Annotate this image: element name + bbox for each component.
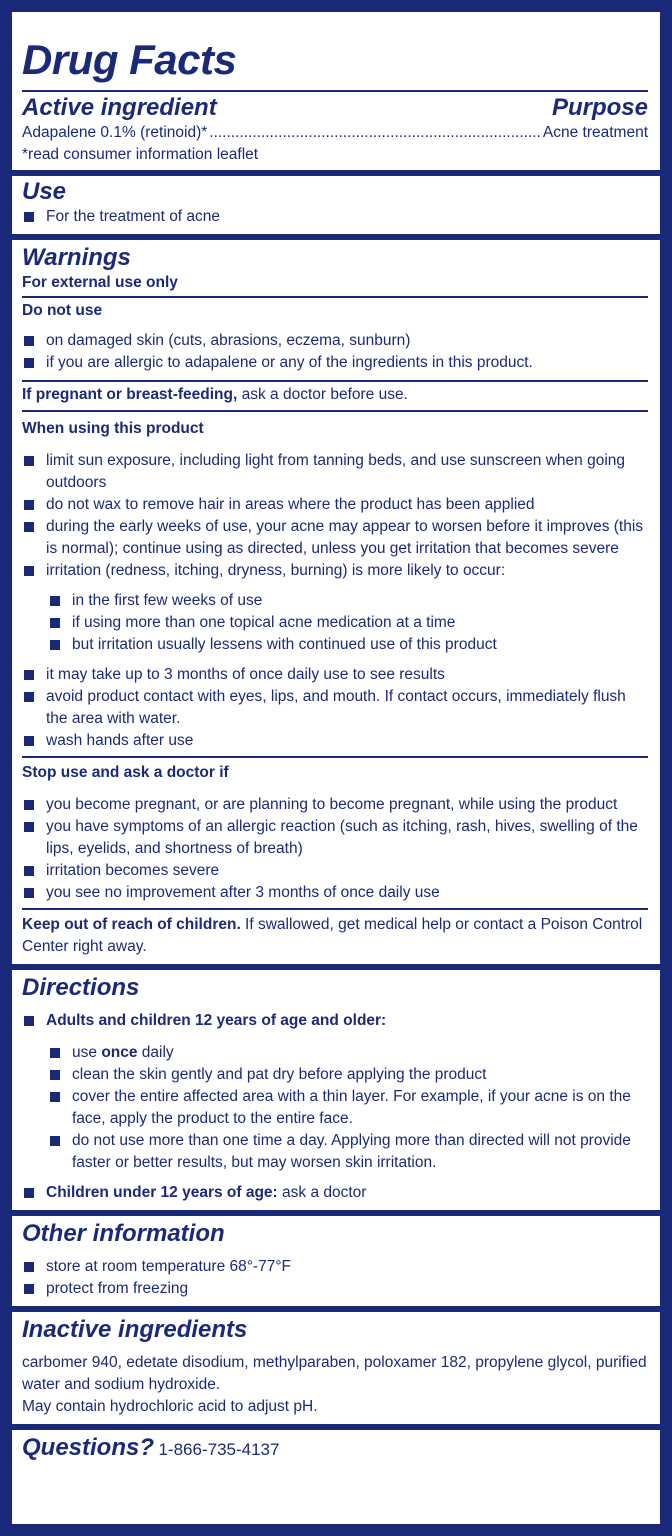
list-item: cover the entire affected area with a thin layer. For example, if your acne is on the face, apply the product to the entire face. bbox=[48, 1086, 648, 1130]
divider bbox=[22, 296, 648, 298]
divider bbox=[22, 908, 648, 910]
adults-item: Adults and children 12 years of age and older: bbox=[22, 1010, 648, 1032]
page-title: Drug Facts bbox=[22, 36, 237, 83]
section-bar bbox=[12, 170, 660, 176]
other-info-list bbox=[22, 1256, 648, 1300]
pregnant-warning bbox=[22, 384, 648, 406]
use-list bbox=[22, 206, 648, 228]
list-item: during the early weeks of use, your acne may appear to worsen before it improves (this is normal); continue using as directed, unless you get irritation that becomes severe bbox=[22, 516, 648, 560]
leader-dots bbox=[209, 122, 541, 144]
list-item: if using more than one topical acne medication at a time bbox=[48, 612, 648, 634]
list-item: clean the skin gently and pat dry before applying the product bbox=[48, 1064, 648, 1086]
list-item: do not wax to remove hair in areas where the product has been applied bbox=[22, 494, 648, 516]
other-info-heading: Other information bbox=[22, 1220, 225, 1247]
section-bar bbox=[12, 1424, 660, 1430]
list-item: but irritation usually lessens with continued use of this product bbox=[48, 634, 648, 656]
section-bar bbox=[12, 1210, 660, 1216]
active-header-row bbox=[22, 94, 648, 122]
section-bar bbox=[12, 1306, 660, 1312]
list-item: you see no improvement after 3 months of once daily use bbox=[22, 882, 648, 904]
pregnant-text: ask a doctor before use. bbox=[237, 386, 408, 403]
inactive-note: May contain hydrochloric acid to adjust pH. bbox=[22, 1398, 318, 1415]
questions-phone: 1-866-735-4137 bbox=[158, 1440, 280, 1459]
directions-sub-list bbox=[22, 1042, 648, 1174]
directions-heading: Directions bbox=[22, 974, 140, 1001]
do-not-use-heading: Do not use bbox=[22, 302, 103, 319]
questions-row bbox=[22, 1434, 648, 1462]
active-ingredient-name: Adapalene 0.1% (retinoid)* bbox=[22, 124, 208, 141]
directions-list bbox=[22, 1010, 648, 1032]
children-list bbox=[22, 1182, 648, 1204]
list-item: you have symptoms of an allergic reaction (such as itching, rash, hives, swelling of the lips, eyelids, and shortness of breath) bbox=[22, 816, 648, 860]
keep-out-lead: Keep out of reach of children. bbox=[22, 916, 241, 933]
purpose-heading: Purpose bbox=[551, 94, 648, 121]
keep-out-text: If swallowed, get medical help or contact a Poison Control Center right away. bbox=[22, 916, 643, 955]
divider bbox=[22, 756, 648, 758]
section-bar bbox=[12, 234, 660, 240]
list-item: For the treatment of acne bbox=[22, 206, 648, 228]
warnings-heading: Warnings bbox=[22, 244, 131, 271]
inactive-text: carbomer 940, edetate disodium, methylparaben, poloxamer 182, propylene glycol, purified water and sodium hydroxide. bbox=[22, 1354, 647, 1393]
list-item: if you are allergic to adapalene or any of the ingredients in this product. bbox=[22, 352, 648, 374]
when-using-list bbox=[22, 450, 648, 582]
drug-facts-panel bbox=[12, 12, 660, 1524]
active-ingredient-purpose: Acne treatment bbox=[542, 124, 648, 141]
use-heading: Use bbox=[22, 178, 67, 205]
list-item: irritation becomes severe bbox=[22, 860, 648, 882]
active-footnote: *read consumer information leaflet bbox=[22, 146, 259, 163]
list-item: avoid product contact with eyes, lips, and mouth. If contact occurs, immediately flush the area with water. bbox=[22, 686, 648, 730]
list-item: it may take up to 3 months of once daily use to see results bbox=[22, 664, 648, 686]
irritation-sub-list bbox=[22, 590, 648, 656]
list-item: wash hands after use bbox=[22, 730, 648, 752]
section-bar bbox=[12, 964, 660, 970]
list-item: store at room temperature 68°-77°F bbox=[22, 1256, 648, 1278]
list-item: protect from freezing bbox=[22, 1278, 648, 1300]
list-item: do not use more than one time a day. Applying more than directed will not provide faster or better results, but may worsen skin irritation. bbox=[48, 1130, 648, 1174]
external-use-text: For external use only bbox=[22, 274, 178, 291]
active-ingredient-row bbox=[22, 122, 648, 144]
pregnant-lead: If pregnant or breast-feeding, bbox=[22, 386, 238, 403]
list-item: on damaged skin (cuts, abrasions, eczema, sunburn) bbox=[22, 330, 648, 352]
children-item: Children under 12 years of age: ask a doctor bbox=[22, 1182, 648, 1204]
list-item: limit sun exposure, including light from tanning beds, and use sunscreen when going outdoors bbox=[22, 450, 648, 494]
list-item: use once daily bbox=[48, 1042, 648, 1064]
questions-heading: Questions? bbox=[22, 1434, 155, 1461]
when-using-heading: When using this product bbox=[22, 420, 204, 437]
active-ingredient-heading: Active ingredient bbox=[22, 94, 217, 121]
divider bbox=[22, 380, 648, 382]
divider bbox=[22, 90, 648, 92]
keep-out-warning bbox=[22, 914, 648, 958]
inactive-heading: Inactive ingredients bbox=[22, 1316, 248, 1343]
divider bbox=[22, 410, 648, 412]
list-item: in the first few weeks of use bbox=[48, 590, 648, 612]
list-item: irritation (redness, itching, dryness, burning) is more likely to occur: bbox=[22, 560, 648, 582]
when-using-list-2 bbox=[22, 664, 648, 752]
stop-use-heading: Stop use and ask a doctor if bbox=[22, 764, 229, 781]
stop-use-list bbox=[22, 794, 648, 904]
list-item: you become pregnant, or are planning to become pregnant, while using the product bbox=[22, 794, 648, 816]
do-not-use-list bbox=[22, 330, 648, 374]
